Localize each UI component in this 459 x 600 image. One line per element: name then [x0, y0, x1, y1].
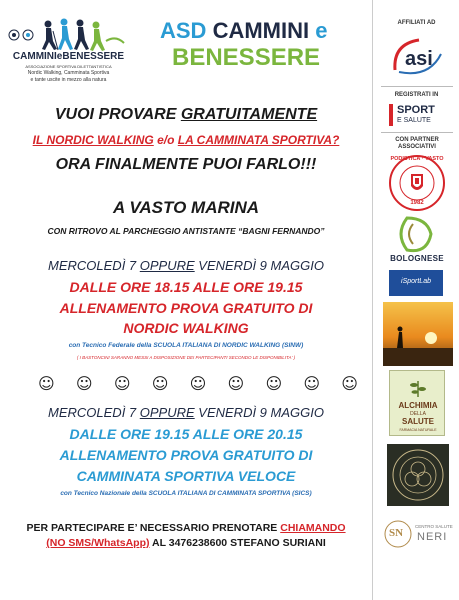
club-logo — [6, 13, 131, 85]
title-prefix: ASD — [160, 18, 207, 43]
location-title: A VASTO MARINA — [112, 198, 260, 217]
alchimia-seal-logo — [387, 444, 449, 506]
neri-sn-text: SN — [389, 527, 404, 539]
herb-icon — [408, 375, 428, 399]
neri-logo — [383, 514, 457, 564]
sport-salute-logo — [389, 104, 447, 128]
session2-time: DALLE ORE 19.15 ALLE ORE 20.15 — [69, 426, 303, 442]
smiley-icon: ☺ — [38, 374, 55, 393]
session1-dates — [0, 258, 372, 273]
footer-line2 — [0, 537, 372, 549]
sidebar-divider — [381, 132, 453, 133]
session2-dates — [0, 405, 372, 420]
smiley-row — [38, 374, 358, 394]
sponsor-sidebar — [372, 0, 459, 600]
bolognese-mark-icon — [387, 214, 447, 254]
footer-line1-b: CHIAMANDO — [280, 522, 346, 534]
logo-sub1: ASSOCIAZIONE SPORTIVA DILETTANTISTICA — [25, 64, 112, 69]
sport-text: SPORT — [397, 104, 435, 116]
smiley-icon: ☺ — [303, 374, 321, 393]
intro-line1 — [0, 106, 372, 124]
intro-line2-b: e/o — [153, 133, 178, 147]
sidebar-divider — [381, 86, 453, 87]
title-main: CAMMINI — [212, 18, 310, 43]
logo-sub3: e tante uscite in mezzo alla natura — [30, 77, 107, 83]
alchimia-logo — [389, 370, 445, 436]
session1-day1: MERCOLEDÌ 7 — [48, 258, 140, 273]
session1-oppure: OPPURE — [139, 258, 195, 273]
asi-text: asi — [405, 48, 433, 70]
podistica-logo — [387, 154, 447, 212]
smiley-icon: ☺ — [151, 374, 169, 393]
session2-day1: MERCOLEDÌ 7 — [48, 405, 140, 420]
intro-line1-b: GRATUITAMENTE — [180, 106, 318, 123]
session2-tech: con Tecnico Nazionale della SCUOLA ITALIANA DI CAMMINATA SPORTIVA (SICS) — [60, 490, 312, 497]
sport-bar — [389, 104, 393, 126]
salute-logo-text: SALUTE — [402, 417, 434, 426]
session1-day2: VENERDÌ 9 MAGGIO — [194, 258, 324, 273]
intro-line3: ORA FINALMENTE PUOI FARLO!!! — [55, 156, 317, 173]
page-title — [160, 18, 328, 44]
neri-text: NERI — [417, 531, 448, 543]
title-suffix: e — [315, 18, 328, 43]
smiley-icon: ☺ — [189, 374, 207, 393]
seal-icon — [387, 444, 449, 506]
registrati-label: REGISTRATI IN — [394, 92, 439, 98]
alchimia-text: ALCHIMIA — [398, 401, 438, 410]
session1-time: DALLE ORE 18.15 ALLE ORE 19.15 — [69, 279, 303, 295]
session2-day2: VENERDÌ 9 MAGGIO — [194, 405, 324, 420]
alchimia-sub: FARMACIA NATURALE — [399, 428, 437, 432]
location-subtitle: CON RITROVO AL PARCHEGGIO ANTISTANTE “BAGNI FERNANDO” — [47, 226, 325, 236]
session1-line3: ALLENAMENTO PROVA GRATUITO DI — [59, 300, 313, 316]
footer-line2-b: AL 3476238600 STEFANO SURIANI — [149, 537, 326, 549]
logo-sub2: Nordic Walking, Camminata Sportiva — [27, 70, 110, 76]
page-title-line2: BENESSERE — [172, 44, 321, 71]
session1-note: ( I BASTONCINI SARANNO MESSI A DISPOSIZIONE DEI PARTECIPANTI SECONDO LE DISPONIBILITA' ) — [76, 355, 296, 360]
footer-line2-a: (NO SMS/WhatsApp) — [46, 537, 150, 549]
bolognese-logo — [387, 214, 447, 266]
logo-name: CAMMINIeBENESSERE — [12, 51, 125, 62]
session1-line4: NORDIC WALKING — [123, 320, 249, 336]
session1-tech: con Tecnico Federale della SCUOLA ITALIANA DI NORDIC WALKING (SINW) — [68, 342, 304, 349]
intro-line2-c: LA CAMMINATA SPORTIVA? — [177, 133, 340, 147]
session2-oppure: OPPURE — [139, 405, 195, 420]
smiley-icon: ☺ — [265, 374, 283, 393]
footer-line1 — [0, 522, 372, 534]
isportlab-logo — [389, 270, 443, 296]
neri-small-text: CENTRO SALUTE — [415, 524, 453, 529]
della-text: DELLA — [410, 411, 426, 417]
smiley-icon: ☺ — [227, 374, 245, 393]
session2-line3: ALLENAMENTO PROVA GRATUITO DI — [59, 447, 313, 463]
smiley-icon: ☺ — [341, 374, 358, 393]
isportlab-text: iSportLab — [401, 278, 431, 285]
partner-label: CON PARTNER ASSOCIATIVI — [395, 137, 439, 150]
footer-line1-a: PER PARTECIPARE E’ NECESSARIO PRENOTARE — [26, 522, 281, 534]
asi-logo — [389, 34, 445, 80]
intro-line2 — [0, 133, 372, 147]
session2-line4: CAMMINATA SPORTIVA VELOCE — [76, 468, 296, 484]
smiley-icon: ☺ — [75, 374, 93, 393]
intro-line1-a: VUOI PROVARE — [54, 106, 181, 123]
bolognese-text: BOLOGNESE — [390, 254, 444, 263]
affiliati-label: AFFILIATI AD — [397, 20, 436, 26]
sunset-image — [383, 302, 453, 366]
salute-text: E SALUTE — [397, 117, 431, 124]
podistica-text: PODISTICA · VASTO — [390, 156, 444, 162]
sunset-photo — [383, 302, 453, 366]
smiley-icon: ☺ — [113, 374, 131, 393]
intro-line2-a: IL NORDIC WALKING — [32, 133, 154, 147]
podistica-year: 1982 — [410, 200, 424, 206]
